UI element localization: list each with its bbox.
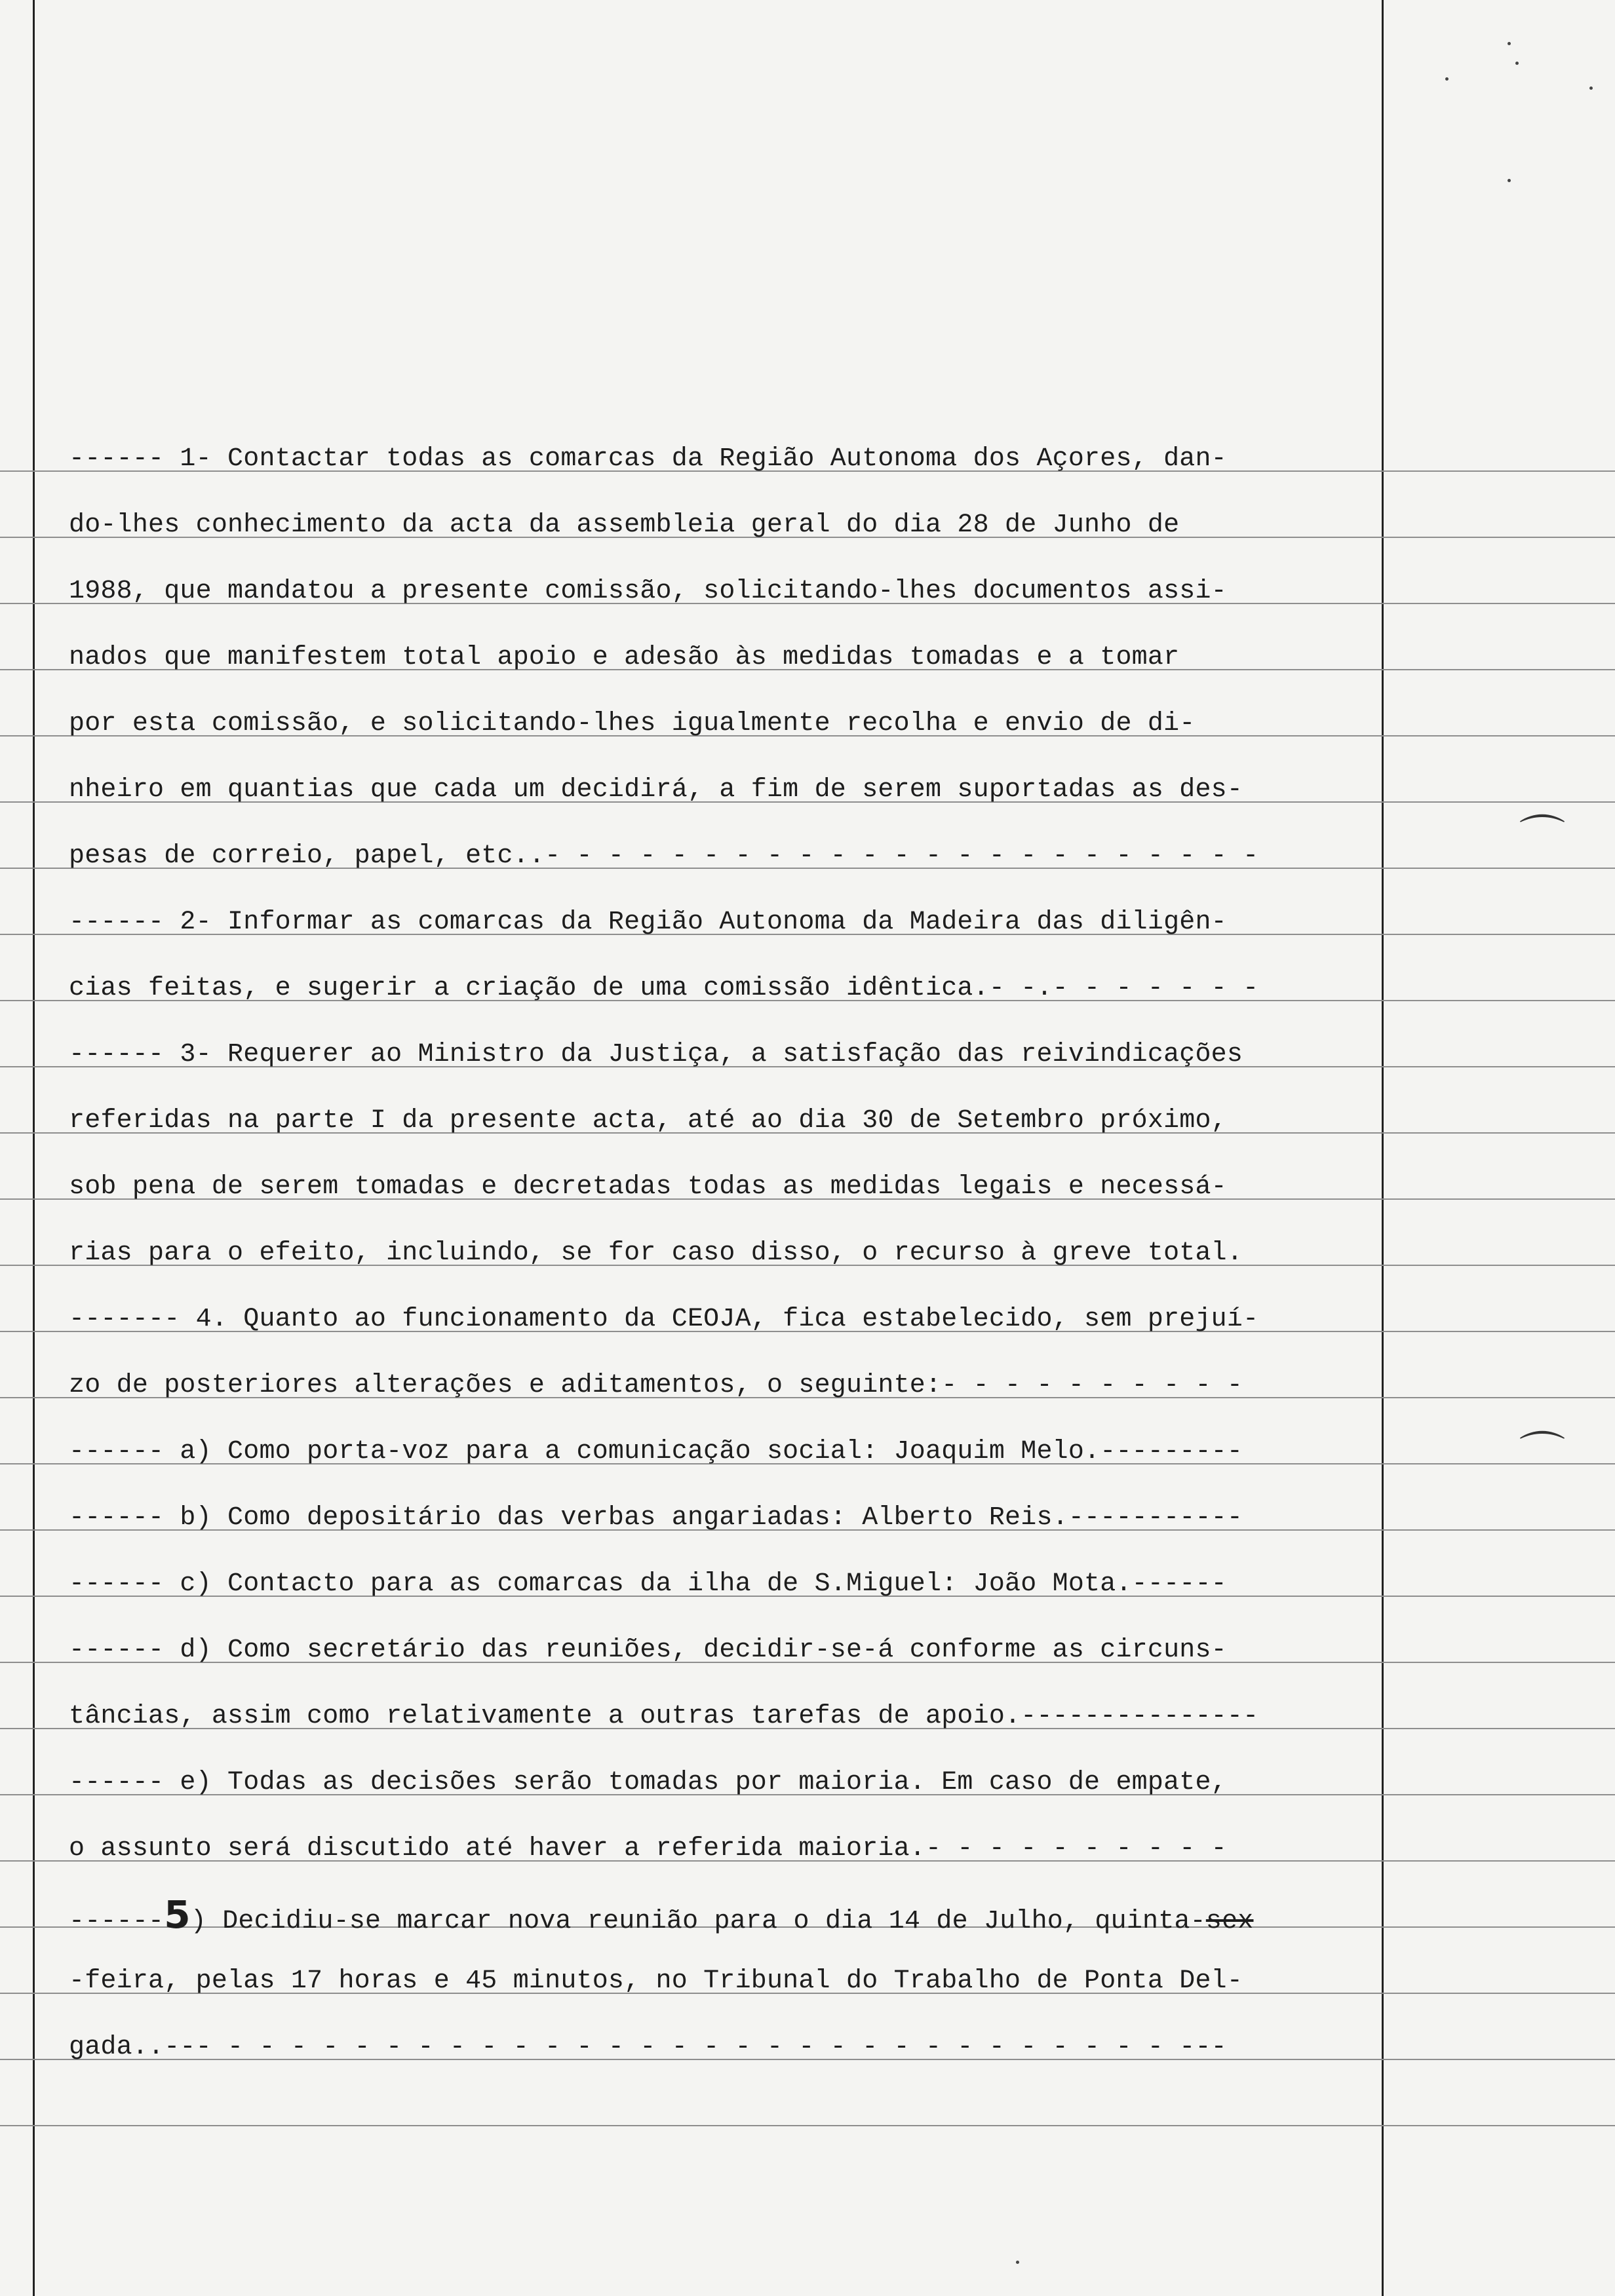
speck [1445,77,1449,81]
text-line: 1988, que mandatou a presente comissão, solicitando-lhes documentos assi- [69,577,1227,606]
minutes-text [69,426,1386,2080]
text-line: -feira, pelas 17 horas e 45 minutos, no Tribunal do Trabalho de Ponta Del- [69,1966,1243,1996]
text-line: cias feitas, e sugerir a criação de uma comissão idêntica.- -.- - - - - - - [69,974,1259,1003]
text-line: ------ 2- Informar as comarcas da Região Autonoma da Madeira das diligên- [69,908,1227,937]
item-5-number: 5 [164,1892,191,1937]
text-line: gada..--- - - - - - - - - - - - - - - - - - - - - - - - - - - - - - - --- [69,2033,1227,2062]
left-margin-line [33,0,35,2296]
text-line: tâncias, assim como relativamente a outras tarefas de apoio.--------------- [69,1702,1259,1731]
hole-punch-mark: ⌒ [1519,811,1565,864]
text-line: pesas de correio, papel, etc..- - - - - - - - - - - - - - - - - - - - - - - [69,841,1259,871]
ruled-line [0,2125,1615,2126]
text-line: ------ d) Como secretário das reuniões, decidir-se-á conforme as circuns- [69,1636,1227,1665]
struck-text: sex [1205,1907,1254,1936]
text-line: ------- 4. Quanto ao funcionamento da CEOJA, fica estabelecido, sem prejuí- [69,1305,1259,1334]
speck [1016,2261,1019,2264]
speck [1589,86,1593,90]
text-line: ------ c) Contacto para as comarcas da ilha de S.Miguel: João Mota.------ [69,1569,1227,1599]
text-line: sob pena de serem tomadas e decretadas todas as medidas legais e necessá- [69,1172,1227,1202]
text-line: ------ b) Como depositário das verbas angariadas: Alberto Reis.----------- [69,1503,1243,1533]
text-line: rias para o efeito, incluindo, se for caso disso, o recurso à greve total. [69,1238,1243,1268]
hole-punch-mark: ⌒ [1519,1427,1565,1481]
text-line: do-lhes conhecimento da acta da assembleia geral do dia 28 de Junho de [69,510,1180,540]
text-line: o assunto será discutido até haver a referida maioria.- - - - - - - - - - [69,1834,1227,1864]
text-line: nados que manifestem total apoio e adesão às medidas tomadas e a tomar [69,643,1180,672]
text-line: ------ 3- Requerer ao Ministro da Justiça, a satisfação das reivindicações [69,1040,1243,1069]
text-line: ------ a) Como porta-voz para a comunicação social: Joaquim Melo.--------- [69,1437,1243,1466]
speck [1508,179,1511,182]
item-5-dashes: ------ [69,1907,165,1936]
item-5-line [69,1882,1386,1948]
text-line: nheiro em quantias que cada um decidirá, a fim de serem suportadas as des- [69,775,1243,805]
speck [1515,62,1519,65]
text-line: referidas na parte I da presente acta, até ao dia 30 de Setembro próximo, [69,1106,1227,1136]
text-line: zo de posteriores alterações e aditamentos, o seguinte:- - - - - - - - - - [69,1371,1243,1400]
text-line: ------ 1- Contactar todas as comarcas da Região Autonoma dos Açores, dan- [69,444,1227,474]
text-line: ------ e) Todas as decisões serão tomadas por maioria. Em caso de empate, [69,1768,1227,1797]
text-line: por esta comissão, e solicitando-lhes igualmente recolha e envio de di- [69,709,1196,738]
item-5-text: ) Decidiu-se marcar nova reunião para o dia 14 de Julho, quinta- [190,1907,1206,1936]
speck [1508,42,1511,45]
